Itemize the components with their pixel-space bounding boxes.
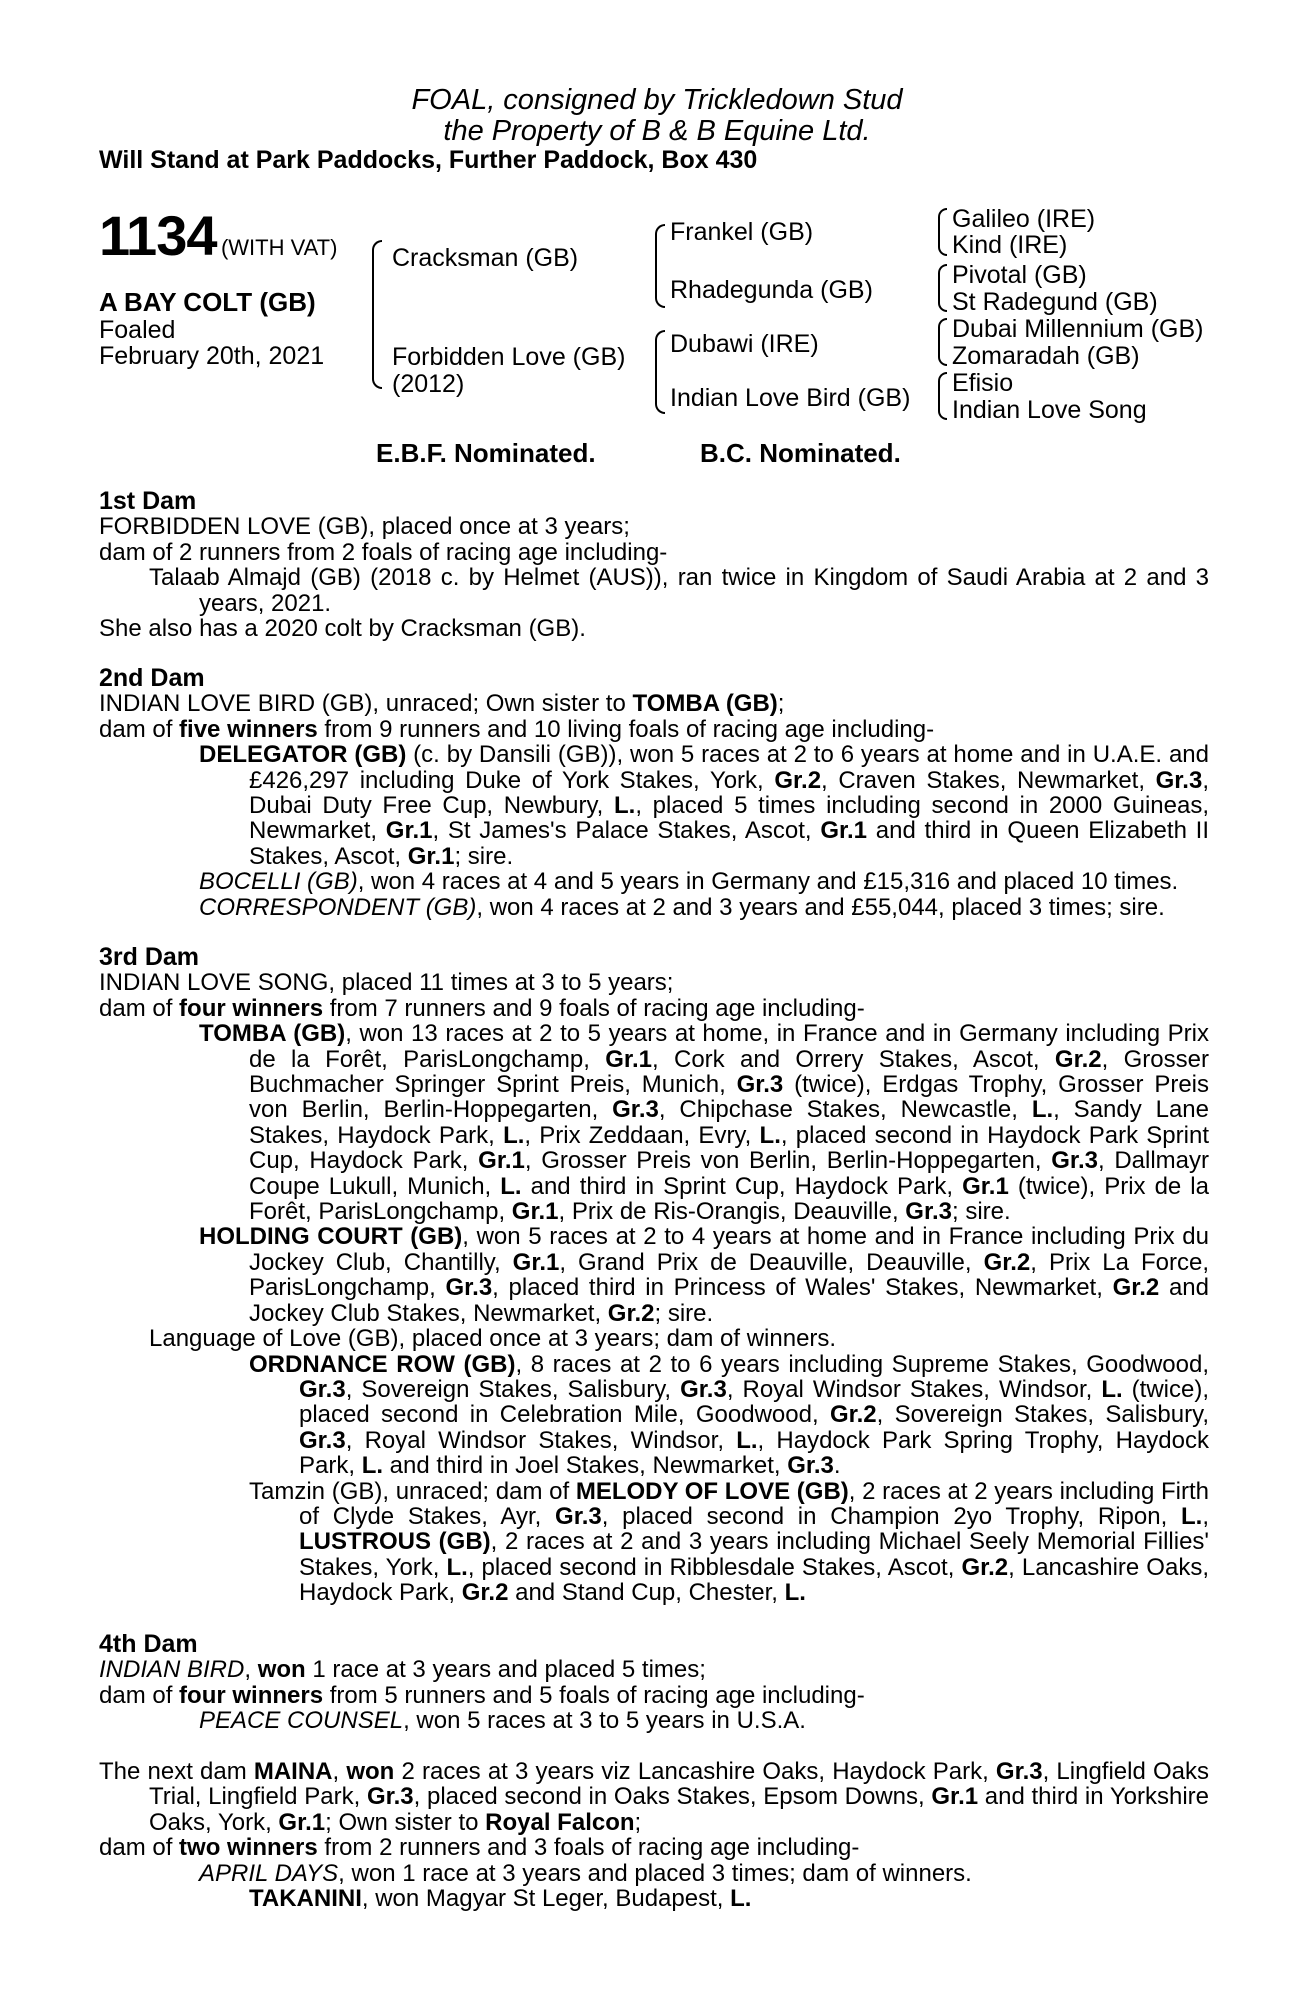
- pedigree-brace-dam: [655, 330, 665, 414]
- entry-bocelli: BOCELLI (GB), won 4 races at 4 and 5 years in Germany and £15,316 and placed 10 times.: [199, 868, 1179, 896]
- pedigree-sire-dam: Rhadegunda (GB): [670, 276, 873, 304]
- third-dam-line: INDIAN LOVE SONG, placed 11 times at 3 to 5 years;: [99, 969, 674, 997]
- pedigree-ddd: Indian Love Song: [952, 396, 1147, 424]
- second-dam-section: [99, 666, 1209, 920]
- first-dam-heading: 1st Dam: [99, 487, 197, 515]
- pedigree-dds: Efisio: [952, 369, 1014, 397]
- entry-takanini: TAKANINI, won Magyar St Leger, Budapest, L.: [249, 1885, 752, 1913]
- first-dam-foal-talaab: Talaab Almajd (GB) (2018 c. by Helmet (AUS)), ran twice in Kingdom of Saudi Arabia at 2 and 3 years, 2021.: [149, 564, 1209, 617]
- entry-tamzin: Tamzin (GB), unraced; dam of MELODY OF LOVE (GB), 2 races at 2 years including Firth of Clyde Stakes, Ayr, Gr.3, placed second in Champion 2yo Trophy, Ripon, L., LUSTROUS (GB), 2 races at 2 and 3 years including Michael Seely Memorial Fillies' Stakes, York, L., placed second in Ribblesdale Stakes, Ascot, Gr.2, Lancashire Oaks, Haydock Park, Gr.2 and Stand Cup, Chester, L.: [249, 1477, 1210, 1607]
- lot-number: 1134: [99, 204, 217, 267]
- header-stand-location: Will Stand at Park Paddocks, Further Paddock, Box 430: [99, 146, 758, 174]
- third-dam-heading: 3rd Dam: [99, 943, 200, 971]
- fourth-dam-produce-line: dam of four winners from 5 runners and 5 foals of racing age including-: [99, 1681, 865, 1709]
- fourth-dam-line: INDIAN BIRD, won 1 race at 3 years and placed 5 times;: [99, 1656, 706, 1684]
- pedigree-dsd: Zomaradah (GB): [952, 342, 1140, 370]
- bc-nomination: B.C. Nominated.: [700, 438, 901, 468]
- next-dam-produce-line: dam of two winners from 2 runners and 3 foals of racing age including-: [99, 1834, 860, 1862]
- header-consignor: FOAL, consigned by Trickledown Stud: [411, 84, 903, 116]
- pedigree-brace-main: [372, 240, 382, 389]
- pedigree-brace-sire: [655, 224, 665, 308]
- pedigree-brace-ds: [938, 318, 947, 366]
- fourth-dam-section: [99, 1632, 1209, 1734]
- entry-ordnance-row: ORDNANCE ROW (GB), 8 races at 2 to 6 years including Supreme Stakes, Goodwood, Gr.3, Sovereign Stakes, Salisbury, Gr.3, Royal Windsor Stakes, Windsor, L. (twice), placed second in Celebration Mile, Goodwood, Gr.2, Sovereign Stakes, Salisbury, Gr.3, Royal Windsor Stakes, Windsor, L., Haydock Park Spring Trophy, Haydock Park, L. and third in Joel Stakes, Newmarket, Gr.3.: [249, 1350, 1210, 1480]
- pedigree-sds: Pivotal (GB): [952, 261, 1087, 289]
- first-dam-produce-line: dam of 2 runners from 2 foals of racing age including-: [99, 538, 668, 566]
- third-dam-produce-line: dam of four winners from 7 runners and 9 foals of racing age including-: [99, 994, 865, 1022]
- entry-peace-counsel: PEACE COUNSEL, won 5 races at 3 to 5 years in U.S.A.: [199, 1707, 806, 1735]
- pedigree-sdd: St Radegund (GB): [952, 288, 1158, 316]
- pedigree-sire: Cracksman (GB): [392, 244, 579, 272]
- third-dam-section: [99, 945, 1209, 1606]
- second-dam-heading: 2nd Dam: [99, 664, 205, 692]
- lot-number-block: [99, 203, 337, 268]
- entry-correspondent: CORRESPONDENT (GB), won 4 races at 2 and 3 years and £55,044, placed 3 times; sire.: [199, 893, 1165, 921]
- next-dam-line: The next dam MAINA, won 2 races at 3 years viz Lancashire Oaks, Haydock Park, Gr.3, Lingfield Oaks Trial, Lingfield Park, Gr.3, placed second in Oaks Stakes, Epsom Downs, Gr.1 and third in Yorkshire Oaks, York, Gr.1; Own sister to Royal Falcon;: [99, 1758, 1209, 1836]
- entry-language-of-love: Language of Love (GB), placed once at 3 years; dam of winners.: [149, 1325, 837, 1353]
- vat-note: (WITH VAT): [220, 235, 338, 260]
- pedigree-dam: Forbidden Love (GB): [392, 343, 626, 371]
- horse-title: A BAY COLT (GB): [99, 287, 316, 317]
- first-dam-section: [99, 489, 1209, 641]
- entry-april-days: APRIL DAYS, won 1 race at 3 years and placed 3 times; dam of winners.: [199, 1859, 972, 1887]
- pedigree-brace-dd: [938, 372, 947, 420]
- entry-holding-court: HOLDING COURT (GB), won 5 races at 2 to 4 years at home and in France including Prix du Jockey Club, Chantilly, Gr.1, Grand Prix de Deauville, Deauville, Gr.2, Prix La Force, ParisLongchamp, Gr.3, placed third in Princess of Wales' Stakes, Newmarket, Gr.2 and Jockey Club Stakes, Newmarket, Gr.2; sire.: [199, 1223, 1210, 1327]
- pedigree-sire-sire: Frankel (GB): [670, 218, 814, 246]
- header-property: the Property of B & B Equine Ltd.: [443, 115, 871, 147]
- pedigree-dam-sire: Dubawi (IRE): [670, 330, 819, 358]
- pedigree-dss: Dubai Millennium (GB): [952, 315, 1204, 343]
- pedigree-dam-year: (2012): [392, 370, 465, 398]
- pedigree-ssd: Kind (IRE): [952, 231, 1068, 259]
- second-dam-line: INDIAN LOVE BIRD (GB), unraced; Own sister to TOMBA (GB);: [99, 690, 785, 718]
- pedigree-sss: Galileo (IRE): [952, 205, 1096, 233]
- pedigree-brace-ss: [938, 208, 947, 256]
- pedigree-dam-dam: Indian Love Bird (GB): [670, 384, 911, 412]
- first-dam-line: FORBIDDEN LOVE (GB), placed once at 3 years;: [99, 513, 630, 541]
- next-dam-section: [99, 1759, 1209, 1911]
- pedigree-brace-sd: [938, 264, 947, 312]
- foaled-label: Foaled: [99, 316, 176, 344]
- entry-tomba: TOMBA (GB), won 13 races at 2 to 5 years at home, in France and in Germany including Prix de la Forêt, ParisLongchamp, Gr.1, Cork and Orrery Stakes, Ascot, Gr.2, Grosser Buchmacher Springer Sprint Preis, Munich, Gr.3 (twice), Erdgas Trophy, Grosser Preis von Berlin, Berlin-Hoppegarten, Gr.3, Chipchase Stakes, Newcastle, L., Sandy Lane Stakes, Haydock Park, L., Prix Zeddaan, Evry, L., placed second in Haydock Park Sprint Cup, Haydock Park, Gr.1, Grosser Preis von Berlin, Berlin-Hoppegarten, Gr.3, Dallmayr Coupe Lukull, Munich, L. and third in Sprint Cup, Haydock Park, Gr.1 (twice), Prix de la Forêt, ParisLongchamp, Gr.1, Prix de Ris-Orangis, Deauville, Gr.3; sire.: [199, 1020, 1210, 1226]
- second-dam-produce-line: dam of five winners from 9 runners and 10 living foals of racing age including-: [99, 715, 935, 743]
- foaled-date: February 20th, 2021: [99, 342, 325, 370]
- entry-delegator: DELEGATOR (GB) (c. by Dansili (GB)), won 5 races at 2 to 6 years at home and in U.A.E. and £426,297 including Duke of York Stakes, York, Gr.2, Craven Stakes, Newmarket, Gr.3, Dubai Duty Free Cup, Newbury, L., placed 5 times including second in 2000 Guineas, Newmarket, Gr.1, St James's Palace Stakes, Ascot, Gr.1 and third in Queen Elizabeth II Stakes, Ascot, Gr.1; sire.: [199, 741, 1209, 870]
- ebf-nomination: E.B.F. Nominated.: [376, 438, 596, 468]
- first-dam-note: She also has a 2020 colt by Cracksman (GB).: [99, 615, 586, 643]
- fourth-dam-heading: 4th Dam: [99, 1630, 198, 1658]
